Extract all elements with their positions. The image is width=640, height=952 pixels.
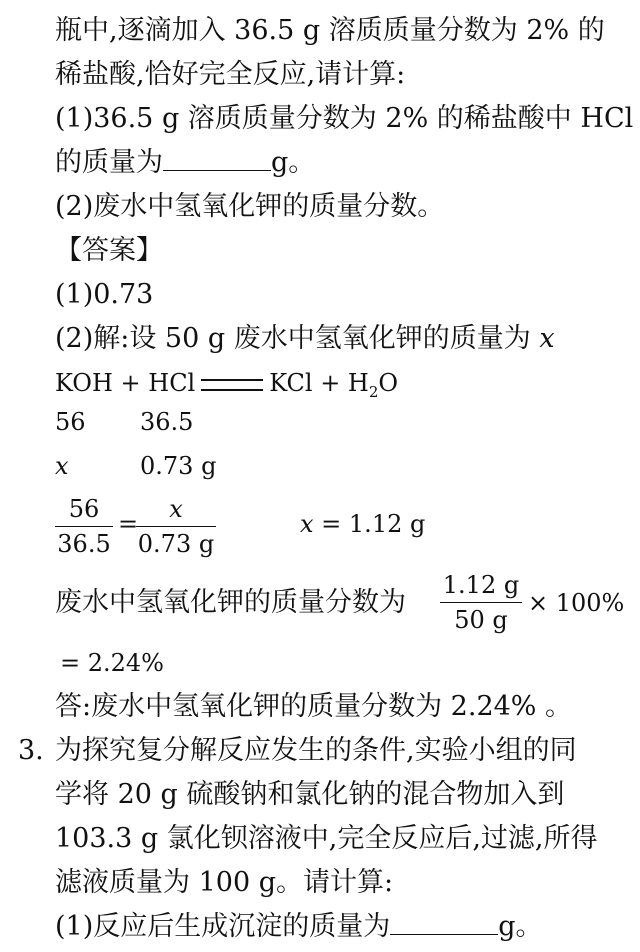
equation-double-bar bbox=[201, 379, 263, 391]
equation-products-b: O bbox=[378, 369, 399, 397]
question-1-cont bbox=[55, 146, 315, 180]
x-result-text: = 1.12 g bbox=[313, 510, 426, 538]
final-answer: 答:废水中氢氧化钾的质量分数为 2.24% 。 bbox=[55, 691, 573, 722]
text-line-2: 稀盐酸,恰好完全反应,请计算: bbox=[55, 59, 406, 90]
question-3-part-1-text: (1)反应后生成沉淀的质量为 bbox=[55, 911, 391, 942]
fraction-equals: = bbox=[118, 510, 139, 538]
answer-blank-1[interactable] bbox=[163, 146, 271, 171]
fraction-2-denominator: 0.73 g bbox=[137, 530, 215, 558]
ratio-row-1-a: 56 bbox=[55, 408, 86, 436]
answer-2-setup-text: (2)解:设 50 g 废水中氢氧化钾的质量为 bbox=[55, 323, 540, 354]
ratio-row-2-a: x bbox=[55, 452, 69, 480]
equation-reactants: KOH + HCl bbox=[55, 369, 196, 397]
fraction-2-bar bbox=[136, 526, 216, 527]
question-1-text: 的质量为 bbox=[55, 147, 163, 178]
question-3-number: 3. bbox=[18, 735, 44, 766]
fraction-3-bar bbox=[440, 602, 522, 603]
fraction-1-denominator: 36.5 bbox=[57, 530, 111, 558]
fraction-1-bar bbox=[55, 526, 113, 527]
fraction-1.12-over-50 bbox=[440, 570, 522, 635]
fraction-3-denominator: 50 g bbox=[454, 606, 508, 634]
question-3-part-1-unit: g。 bbox=[498, 911, 543, 942]
ratio-row-2-b: 0.73 g bbox=[140, 452, 217, 480]
question-1-unit: g。 bbox=[271, 147, 316, 178]
answer-1: (1)0.73 bbox=[55, 279, 154, 310]
mass-fraction-result: = 2.24% bbox=[60, 649, 164, 677]
answer-heading: 【答案】 bbox=[55, 235, 163, 266]
equation-products-a: KCl + H bbox=[269, 369, 369, 397]
question-3-line-3: 103.3 g 氯化钡溶液中,完全反应后,过滤,所得 bbox=[55, 823, 598, 854]
variable-x: x bbox=[539, 323, 555, 354]
answer-blank-2[interactable] bbox=[390, 910, 498, 935]
mass-fraction-label: 废水中氢氧化钾的质量分数为 bbox=[55, 587, 406, 618]
question-3-line-2: 学将 20 g 硫酸钠和氯化钠的混合物加入到 bbox=[55, 779, 565, 810]
answer-2-setup bbox=[55, 322, 555, 356]
x-result bbox=[300, 507, 425, 541]
question-2: (2)废水中氢氧化钾的质量分数。 bbox=[55, 191, 445, 222]
question-1: (1)36.5 g 溶质质量分数为 2% 的稀盐酸中 HCl bbox=[55, 103, 634, 134]
text-line-1: 瓶中,逐滴加入 36.5 g 溶质质量分数为 2% 的 bbox=[55, 15, 605, 46]
times-100-percent: × 100% bbox=[528, 589, 625, 617]
fraction-3-numerator: 1.12 g bbox=[442, 571, 520, 599]
ratio-row-1-b: 36.5 bbox=[140, 408, 194, 436]
equation-subscript: 2 bbox=[368, 382, 379, 401]
fraction-2-numerator: x bbox=[169, 495, 183, 523]
x-result-variable: x bbox=[300, 510, 314, 538]
fraction-56-over-36.5 bbox=[55, 494, 113, 559]
question-3-part-1 bbox=[55, 910, 543, 944]
fraction-x-over-0.73 bbox=[136, 494, 216, 559]
fraction-1-numerator: 56 bbox=[68, 495, 100, 523]
chemical-equation bbox=[55, 366, 398, 409]
question-3-line-1: 为探究复分解反应发生的条件,实验小组的同 bbox=[55, 735, 577, 766]
question-3-line-4: 滤液质量为 100 g。请计算: bbox=[55, 867, 394, 898]
